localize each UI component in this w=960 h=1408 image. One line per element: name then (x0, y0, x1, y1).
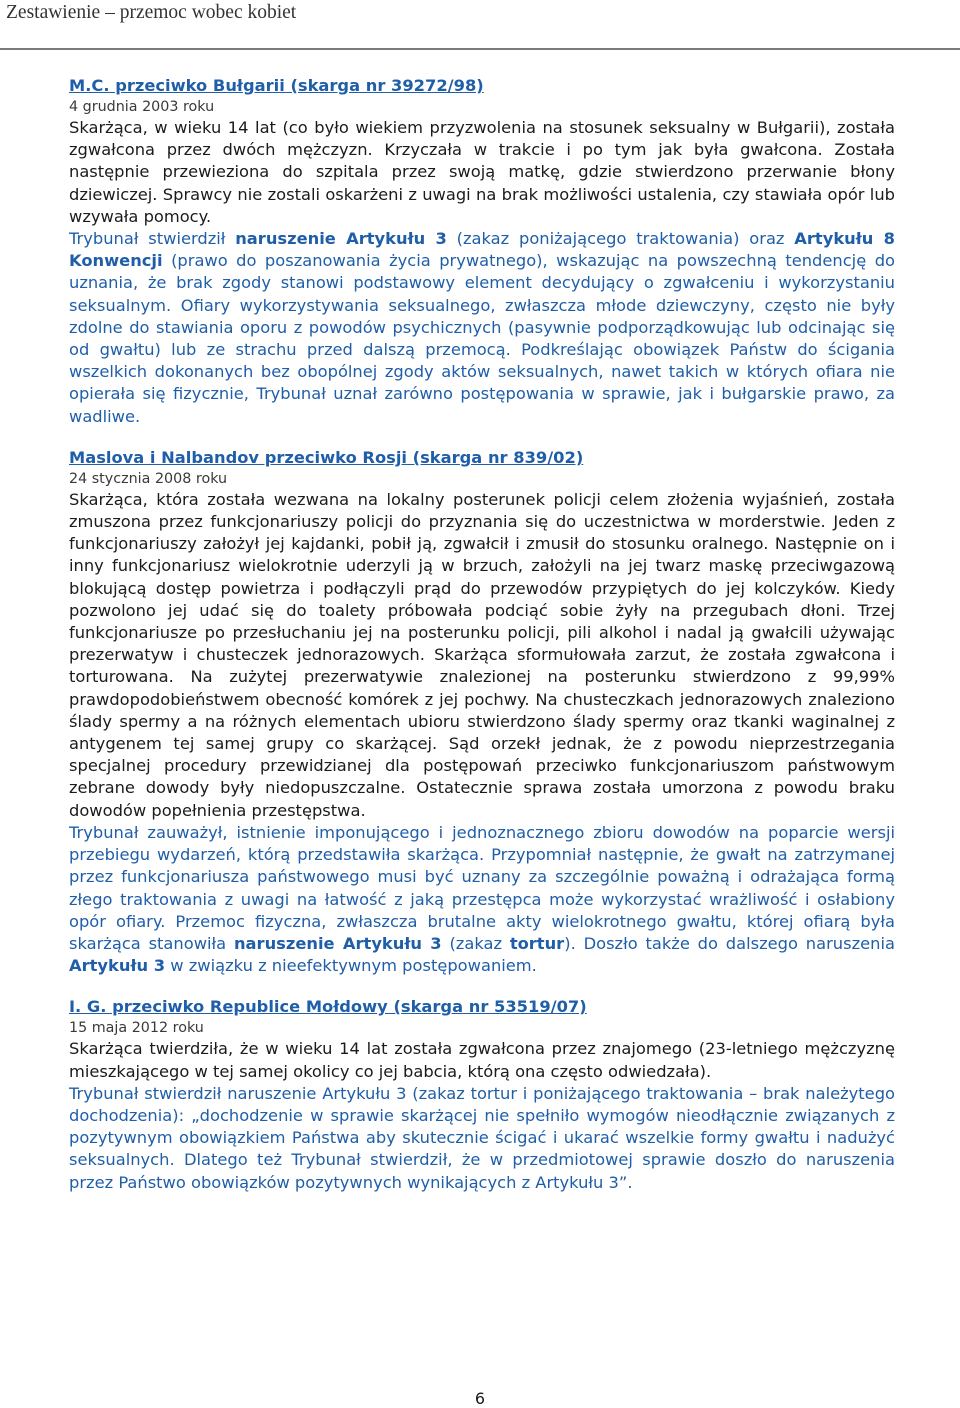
header-title: Zestawienie – przemoc wobec kobiet (6, 2, 297, 23)
ruling-emphasis: tortur (509, 933, 565, 953)
ruling-emphasis: Artykułu 3 (69, 956, 166, 976)
case-ruling (69, 1083, 895, 1194)
ruling-text: (zakaz (441, 933, 510, 953)
ruling-emphasis: naruszenie Artykułu 3 (235, 229, 447, 249)
case-title-link[interactable]: Maslova i Nalbandov przeciwko Rosji (skarga nr 839/02) (69, 447, 584, 467)
case-maslova-russia (69, 447, 895, 977)
case-date: 4 grudnia 2003 roku (69, 99, 215, 115)
case-title-link[interactable]: M.C. przeciwko Bułgarii (skarga nr 39272/98) (69, 76, 484, 95)
ruling-emphasis: naruszenie Artykułu 3 (233, 933, 442, 953)
ruling-text: Trybunał stwierdził (69, 229, 236, 249)
case-facts: Skarżąca, która została wezwana na lokalny posterunek policji celem złożenia wyjaśnień, została zmuszona przez funkcjonariuszy policji do przyznania się do uczestnictwa w morderstwie. Jeden z funkcjonariuszy założył jej kajdanki, pobił ją, zgwałcił i zmusił do stosunku oralnego. Następnie on i inny funkcjonariusz wielokrotnie uderzyli ją w brzuch, założyli na jej twarz maskę przeciwgazową blokującą dostęp powietrza i podłączyli prąd do przewodów przypiętych do jej kolczyków. Kiedy pozwolono jej udać się do toalety próbowała podciąć sobie żyły na przegubach dłoni. Trzej funkcjonariusze po przesłuchaniu jej na posterunku policji, pili alkohol i nadal ją gwałcili używając prezerwatyw i chusteczek jednorazowych. Skarżąca sformułowała zarzut, że została zgwałcona i torturowana. Na zużytej prezerwatywie znalezionej na posterunku stwierdzono z 99,99% prawdopodobieństwem obecność komórek z jej pochwy. Na chusteczkach jednorazowych znaleziono ślady spermy a na różnych elementach ubioru stwierdzono ślady spermy oraz tkanki waginalnej z antygenem tej samej grupy co skarżącej. Sąd orzekł jednak, że z powodu nieprzestrzegania specjalnej procedury przewidzianej dla postępowań przeciwko funkcjonariuszom państwowym zebrane dowody były niedopuszczalne. Ostatecznie sprawa została umorzona z powodu braku dowodów popełnienia przestępstwa. (69, 489, 895, 820)
case-facts: Skarżąca twierdziła, że w wieku 14 lat została zgwałcona przez znajomego (23-letniego mężczyznę mieszkającego w tej samej okolicy co jej babcia, którą ona często odwiedzała). (69, 1039, 895, 1081)
ruling-text: (prawo do poszanowania życia prywatnego), wskazując na powszechną tendencję do uznania, że brak zgody stanowi podstawowy element decydujący o zgwałceniu i wykorzystaniu seksualnym. Ofiary wykorzystywania seksualnego, zwłaszcza młode dziewczyny, często nie były zdolne do stawiania oporu z powodów psychicznych (pasywnie podporządkowując lub odcinając się od gwałtu) lub ze strachu przed dalszą przemocą. Podkreślając obowiązek Państw do ścigania wszelkich dokonanych bez obopólnej zgody aktów seksualnych, nawet takich w których ofiara nie opierała się fizycznie, Trybunał uznał zarówno postępowania w sprawie, jak i bułgarskie prawo, za wadliwe. (69, 251, 895, 426)
ruling-text: (zakaz poniżającego traktowania) oraz (446, 229, 795, 249)
page-number: 6 (474, 1389, 486, 1408)
case-date: 15 maja 2012 roku (69, 1020, 204, 1037)
ruling-text: ). Doszło także do dalszego naruszenia (564, 933, 895, 953)
ruling-emphasis: Artykułu 8 Konwencji (69, 229, 895, 271)
case-title-link[interactable]: I. G. przeciwko Republice Mołdowy (skarga nr 53519/07) (69, 997, 587, 1017)
case-mc-bulgaria (69, 75, 895, 428)
document-body (69, 75, 895, 1194)
case-facts: Skarżąca, w wieku 14 lat (co było wiekiem przyzwolenia na stosunek seksualny w Bułgarii), została zgwałcona przez dwóch mężczyzn. Krzyczała w trakcie i po tym jak była gwałcona. Została następnie przewieziona do szpitala przez swoją matkę, gdzie stwierdzono przerwanie błony dziewiczej. Sprawcy nie zostali oskarżeni z uwagi na brak możliwości ustalenia, czy stawiała opór lub wzywała pomocy. (69, 118, 895, 226)
ruling-text: Trybunał stwierdził naruszenie Artykułu 3 (zakaz tortur i poniżającego traktowania – brak należytego dochodzenia): „dochodzenie w sprawie skarżącej nie spełniło wymogów nieodłącznie związanych z pozytywnym obowiązkiem Państwa aby skutecznie ścigać i ukarać wszelkie formy gwałtu i nadużyć seksualnych. Dlatego też Trybunał stwierdził, że w przedmiotowej sprawie doszło do naruszenia przez Państwo obowiązków pozytywnych wynikających z Artykułu 3”. (69, 1083, 895, 1192)
case-ruling (69, 228, 895, 428)
ruling-text: Trybunał zauważył, istnienie imponującego i jednoznacznego zbioru dowodów na poparcie wersji przebiegu wydarzeń, którą przedstawiła skarżąca. Przypomniał następnie, że gwałt na zatrzymanej przez funkcjonariusza państwowego musi być uznany za szczególnie poważną i odrażająca formą złego traktowania z uwagi na łatwość z jaką przestępca może wykorzystać wrażliwość i osłabiony opór ofiary. Przemoc fizyczna, zwłaszcza brutalne akty wielokrotnego gwałtu, której ofiarą była skarżąca stanowiła (69, 822, 895, 953)
case-date: 24 stycznia 2008 roku (69, 470, 228, 487)
page-header (0, 0, 960, 50)
header-divider (0, 48, 960, 50)
case-ruling (69, 822, 895, 977)
case-ig-moldova (69, 996, 895, 1193)
ruling-text: w związku z nieefektywnym postępowaniem. (165, 956, 537, 976)
